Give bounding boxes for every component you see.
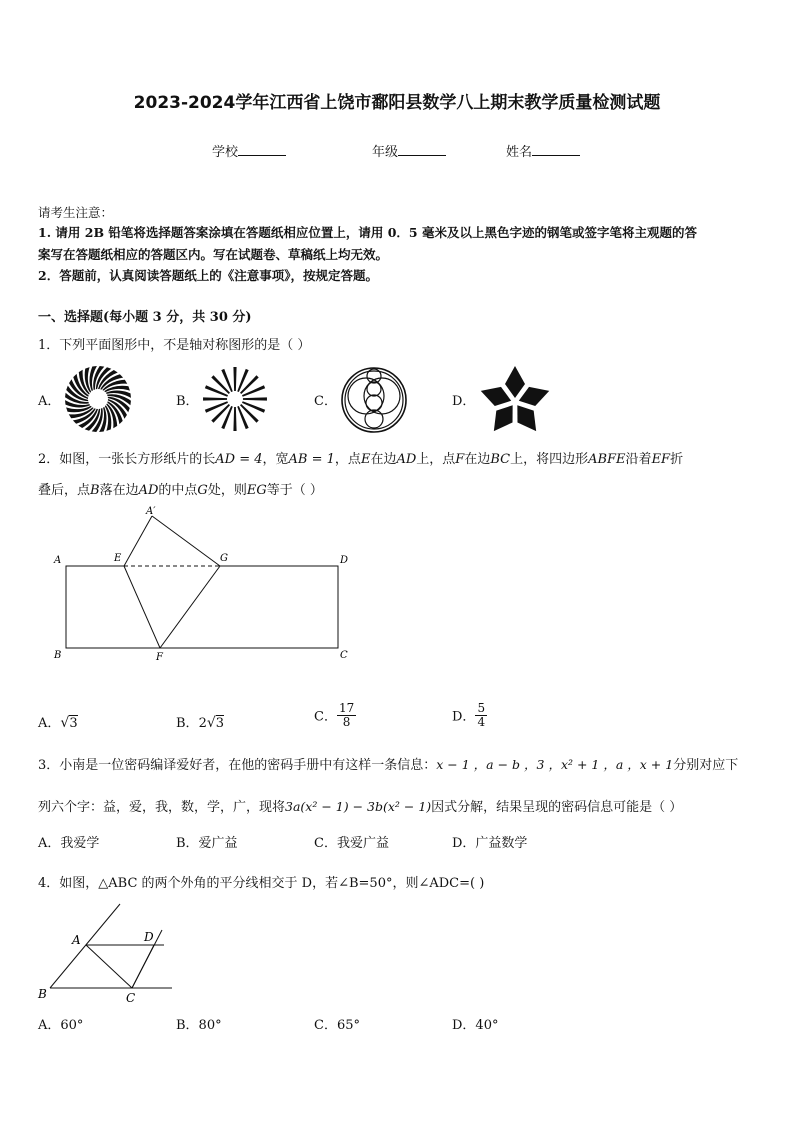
grade-label: 年级 [372, 145, 399, 160]
school-field [212, 141, 286, 160]
notice-heading: 请考生注意： [38, 205, 114, 220]
q2-option-b: B．2√3 [176, 715, 225, 731]
q1-figure-d-rhombus-star [476, 362, 554, 434]
q4-label-a: A [72, 933, 81, 947]
q4-triangle-figure [36, 900, 176, 1008]
q1-option-b-label: B． [176, 394, 199, 409]
section-heading: 一、选择题(每小题 3 分，共 30 分) [38, 310, 252, 325]
q3-option-a: A．我爱学 [38, 836, 100, 851]
q1-figure-c-circles [338, 366, 410, 434]
q3-option-b: B．爱广益 [176, 836, 238, 851]
starburst-ray [233, 407, 236, 431]
grade-blank [398, 143, 446, 156]
q1-figure-b-starburst [202, 366, 268, 432]
q1-option-a-label: A． [38, 394, 61, 409]
q1-option-d-label: D． [452, 394, 476, 409]
q1-option-c-label: C． [314, 394, 337, 409]
starburst-ray [233, 367, 236, 391]
q2-line2: 叠后，点B落在边AD的中点G处，则EG等于（ ） [38, 483, 323, 498]
q2-label-f: F [156, 652, 163, 663]
q2-label-a-prime: A′ [146, 506, 156, 517]
q4-option-d: D．40° [452, 1018, 499, 1033]
q2-label-e: E [114, 553, 122, 564]
q4-option-c: C．65° [314, 1018, 360, 1033]
rhombus-petal [509, 399, 544, 434]
notice-item2: 2．答题前，认真阅读答题纸上的《注意事项》，按规定答题。 [38, 268, 378, 283]
notice-item1-line1: 1. 请用 2B 铅笔将选择题答案涂填在答题纸相应位置上，请用 0．5 毫米及以上黑色字迹的钢笔或签字笔将主观题的答 [38, 225, 697, 240]
q4-option-a: A．60° [38, 1018, 84, 1033]
q3-line2: 列六个字：益，爱，我，数，学，广，现将3a(x² − 1) − 3b(x² − 1)因式分解，结果呈现的密码信息可能是（ ） [38, 799, 683, 815]
name-blank [532, 143, 580, 156]
q1-figure-a-sunburst [62, 364, 134, 434]
q4-label-d: D [144, 930, 154, 944]
q4-label-b: B [38, 987, 47, 1001]
q3-option-d: D．广益数学 [452, 836, 528, 851]
starburst-ray [203, 397, 227, 400]
q2-label-b: B [54, 650, 62, 661]
rhombus-petal [505, 366, 525, 398]
q3-option-c: C．我爱广益 [314, 836, 389, 851]
q2-folded-rectangle-figure [40, 500, 360, 670]
name-label: 姓名 [506, 145, 533, 160]
q2-line1: 2．如图，一张长方形纸片的长AD = 4，宽AB = 1，点E在边AD上，点F在边BC上，将四边形ABFE沿着EF折 [38, 452, 684, 467]
page-title: 2023-2024学年江西省上饶市鄱阳县数学八上期末教学质量检测试题 [133, 93, 661, 113]
q2-option-d: D． $\frac{5}{4}$ [452, 701, 486, 729]
school-blank [238, 143, 286, 156]
q3-line1: 3．小南是一位密码编译爱好者，在他的密码手册中有这样一条信息：x − 1 ，a − b ，3 ，x² + 1 ，a ，x + 1分别对应下 [38, 757, 739, 773]
q2-label-a: A [54, 555, 62, 566]
q1-stem: 1．下列平面图形中，不是轴对称图形的是（ ） [38, 338, 311, 353]
starburst-ray [243, 397, 267, 400]
q2-label-c: C [340, 650, 348, 661]
name-field [506, 141, 580, 160]
q4-option-b: B．80° [176, 1018, 222, 1033]
grade-field [372, 141, 446, 160]
q4-label-c: C [126, 991, 136, 1005]
q4-stem: 4．如图，△ABC 的两个外角的平分线相交于 D，若∠B=50°，则∠ADC=( ) [38, 876, 485, 891]
q2-label-d: D [340, 555, 349, 566]
q2-label-g: G [220, 553, 228, 564]
school-label: 学校 [212, 145, 239, 160]
q2-option-a: A．√3 [38, 715, 78, 731]
q2-option-c: C． $\frac{17}{8}$ [314, 701, 355, 729]
notice-item1-line2: 案写在答题纸相应的答题区内。写在试题卷、草稿纸上均无效。 [38, 247, 389, 262]
rhombus-petal [486, 399, 521, 434]
